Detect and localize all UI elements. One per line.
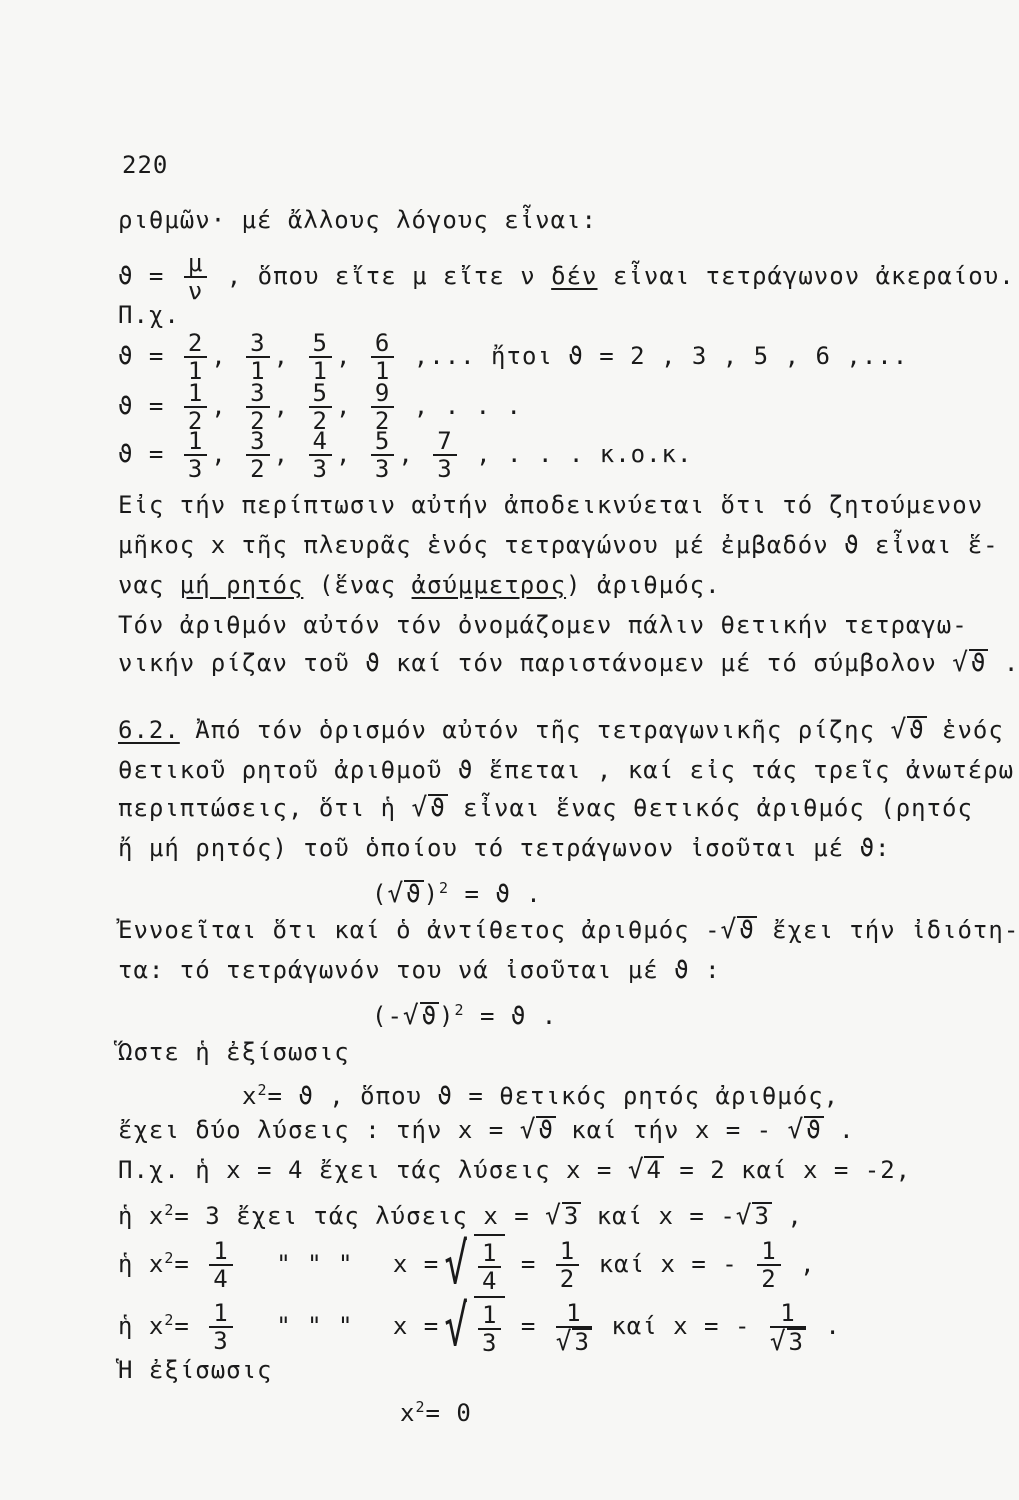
numerator: 3 (246, 380, 269, 408)
text-run: καί x = - (611, 1312, 751, 1340)
text-run: καί x = - (598, 1250, 738, 1278)
ditto-marks: " " " (276, 1312, 354, 1340)
text-line (118, 1290, 841, 1358)
text-run: = ϑ . (449, 880, 542, 908)
text-line: Ὥστε ἡ ἐξίσωσις (118, 1038, 350, 1066)
text-run: καί τήν x = - (555, 1116, 788, 1144)
text-run: x = (392, 1250, 440, 1278)
numerator: 1 (209, 1238, 232, 1266)
equation-lhs: ϑ = (118, 262, 165, 290)
example-line-2 (118, 380, 522, 434)
exponent: 2 (257, 1081, 268, 1099)
text-line: ἤ μή ρητός) τοῦ ὁποίου τό τετράγωνον ἰσοῦται μέ ϑ: (118, 834, 891, 862)
text-run: καί x = - (581, 1202, 736, 1230)
radicand: ϑ (538, 1116, 554, 1144)
radical-sign: √ (387, 879, 405, 909)
fraction (309, 428, 332, 482)
radicand: ϑ (430, 794, 446, 822)
equation-square-root: $(√ϑ)^2 = ϑ$ . (372, 879, 542, 909)
denominator: 2 (250, 407, 266, 435)
text-run: , ὅπου εἴτε μ εἴτε ν (226, 262, 552, 290)
paren: ) (439, 1002, 455, 1030)
equation-lhs: ϑ = (118, 440, 165, 468)
text-line: Ἡ ἐξίσωσις (118, 1356, 273, 1384)
numerator: 1 (478, 1240, 501, 1268)
denominator: 3 (374, 455, 391, 483)
fraction (371, 428, 394, 482)
example-line-1 (118, 330, 908, 384)
radicand: 3 (754, 1202, 770, 1230)
comma: , (211, 392, 227, 420)
radicand: ϑ (806, 1116, 822, 1144)
text-run: , . . . κ.ο.κ. (476, 440, 693, 468)
fraction (371, 330, 394, 384)
text-run: = (520, 1250, 537, 1278)
numerator: 3 (246, 330, 269, 358)
text-run: , . . . (413, 392, 522, 420)
text-run: ) ἀριθμός. (566, 571, 721, 599)
radicand: ϑ (739, 916, 755, 944)
underlined-phrase: ἀσύμμετρος (411, 571, 567, 599)
equation-lhs: ϑ = (118, 342, 165, 370)
exponent: 2 (164, 1311, 175, 1329)
text-run: x = (392, 1312, 440, 1340)
exponent: 2 (415, 1398, 426, 1416)
text-run: ἡ x (118, 1202, 165, 1230)
underlined-word: δέν (551, 262, 598, 290)
numerator: 7 (433, 428, 456, 456)
radical-sign: √ (787, 1115, 805, 1145)
equation-x-squared-zero (400, 1392, 472, 1428)
comma: , (273, 440, 290, 468)
numerator: 5 (309, 330, 332, 358)
radical-sign: √ (735, 1201, 753, 1231)
radical-sign: √ (545, 1201, 562, 1231)
comma: , (211, 342, 227, 370)
denominator: 2 (374, 407, 391, 435)
exponent: 2 (454, 1001, 465, 1019)
denominator: ν (187, 277, 204, 305)
text-line: μῆκος x τῆς πλευρᾶς ἑνός τετραγώνου μέ ἐμβαδόν ϑ εἶναι ἕ- (118, 531, 999, 559)
radical-sign: √ (519, 1115, 537, 1145)
radical-sign: √ (444, 1294, 469, 1359)
denominator: 2 (761, 1265, 777, 1293)
numerator: 5 (309, 380, 332, 408)
numerator: 2 (184, 330, 207, 358)
text-run: περιπτώσεις, ὅτι ἡ (118, 794, 412, 822)
numerator: 1 (478, 1302, 501, 1330)
numerator: 1 (184, 428, 207, 456)
text-run: εἶναι ἕνας θετικός ἀριθμός (ρητός (447, 794, 973, 822)
denominator: 1 (187, 357, 204, 385)
denominator: 1 (250, 357, 266, 385)
radicand: ϑ (406, 880, 422, 908)
numerator: 1 (184, 380, 207, 408)
text-run: . (988, 649, 1019, 677)
fraction (184, 380, 207, 434)
page-number: 220 (122, 151, 169, 179)
section-line (118, 715, 1004, 745)
section-number: 6.2. (118, 716, 180, 744)
text-line: Εἰς τήν περίπτωσιν αὐτήν ἀποδεικνύεται ὅτι τό ζητούμενον (118, 491, 984, 519)
text-run: ἑνός (926, 716, 1004, 744)
text-run: = (520, 1312, 537, 1340)
big-radical (439, 1234, 505, 1296)
text-run: = ϑ , ὅπου ϑ = θετικός ρητός ἀριθμός, (267, 1082, 840, 1110)
radical-sign: √ (952, 648, 969, 678)
radicand: ϑ (909, 716, 925, 744)
comma: , (273, 392, 290, 420)
numerator: 6 (371, 330, 394, 358)
denominator: 3 (437, 455, 453, 483)
equation-lhs: ϑ = (118, 392, 165, 420)
numerator: 3 (246, 428, 269, 456)
fraction (556, 1300, 592, 1355)
equation-x-squared (242, 1075, 839, 1111)
text-line (118, 570, 721, 600)
numerator: 1 (209, 1300, 232, 1328)
text-run: εἶναι τετράγωνον ἀκεραίου. (597, 262, 1015, 290)
text-line (118, 915, 1019, 945)
fraction (556, 1238, 579, 1292)
text-run: = 3 ἔχει τάς λύσεις x = (174, 1202, 546, 1230)
numerator: 1 (770, 1300, 806, 1328)
fraction (478, 1302, 501, 1356)
denominator: 3 (312, 455, 328, 483)
text-line (118, 1195, 803, 1231)
text-run: (- (372, 1002, 403, 1030)
denominator: 3 (213, 1327, 229, 1355)
text-run: . (809, 1312, 841, 1340)
denominator: 2 (559, 1265, 576, 1293)
definition-line (118, 250, 1015, 304)
fraction (184, 250, 207, 304)
example-line-3 (118, 428, 692, 482)
radicand: 3 (563, 1202, 580, 1230)
radical-sign: √ (411, 793, 429, 823)
text-run: ἡ x (118, 1250, 165, 1278)
fraction (309, 380, 332, 434)
equation-negative-root (372, 995, 557, 1031)
text-line (118, 648, 1019, 678)
comma: , (398, 440, 414, 468)
denominator: 2 (312, 407, 328, 435)
numerator: 1 (556, 1238, 579, 1266)
text-run: Ἀπό τόν ὁρισμόν αὐτόν τῆς τετραγωνικῆς ρίζης (179, 716, 891, 744)
text-run: = 0 (425, 1399, 472, 1427)
radical-sign: √ (402, 1001, 420, 1031)
text-run: . (823, 1116, 855, 1144)
fraction (433, 428, 456, 482)
denominator: 4 (213, 1265, 229, 1293)
fraction (478, 1240, 501, 1294)
comma: , (211, 440, 227, 468)
denominator: 3 (187, 455, 204, 483)
big-radical (439, 1296, 505, 1358)
fraction (246, 330, 269, 384)
fraction (184, 428, 207, 482)
radical-sign: √ (769, 1326, 787, 1357)
denominator: 3 (481, 1329, 498, 1357)
fraction (184, 330, 207, 384)
comma: , (335, 392, 352, 420)
text-line: θετικοῦ ρητοῦ ἀριθμοῦ ϑ ἕπεται , καί εἰς τάς τρεῖς ἀνωτέρω (118, 756, 1015, 784)
comma: , (335, 440, 352, 468)
exponent: 2 (164, 1249, 175, 1267)
numerator: 1 (556, 1300, 592, 1328)
text-run: = (174, 1250, 190, 1278)
text-run: ἔχει τήν ἰδιότη- (756, 916, 1019, 944)
exponent: 2 (439, 879, 450, 897)
numerator: 4 (309, 428, 332, 456)
radical-sign: √ (627, 1155, 645, 1185)
radical-sign: √ (444, 1232, 469, 1297)
comma: , (273, 342, 290, 370)
fraction (246, 428, 269, 482)
text-line: ριθμῶν· μέ ἄλλους λόγους εἶναι: (118, 206, 597, 234)
fraction (309, 330, 332, 384)
radical-sign: √ (890, 715, 908, 745)
denominator: 2 (250, 455, 266, 483)
text-run: = ϑ . (464, 1002, 558, 1030)
text-run: νικήν ρίζαν τοῦ ϑ καί τόν παριστάνομεν μέ τό σύμβολον (118, 649, 953, 677)
denominator: 1 (374, 357, 391, 385)
fraction (371, 380, 394, 434)
fraction (757, 1238, 780, 1292)
text-run: ,... ἤτοι ϑ = 2 , 3 , 5 , 6 ,... (413, 342, 909, 370)
fraction (209, 1238, 232, 1292)
text-run: = (174, 1312, 190, 1340)
ditto-marks: " " " (276, 1250, 354, 1278)
numerator: 1 (757, 1238, 780, 1266)
numerator: 9 (371, 380, 394, 408)
text-run: Ἐννοεῖται ὅτι καί ὁ ἀντίθετος ἀριθμός - (118, 916, 721, 944)
denominator (556, 1328, 592, 1355)
radical-sign: √ (555, 1326, 573, 1357)
text-line (118, 1228, 816, 1296)
radicand: 3 (574, 1327, 590, 1356)
text-line: τα: τό τετράγωνόν του νά ἰσοῦται μέ ϑ : (118, 956, 721, 984)
comma: , (335, 342, 352, 370)
text-run: = 2 καί x = -2, (663, 1156, 912, 1184)
text-run: , (784, 1250, 816, 1278)
fraction (209, 1300, 232, 1354)
text-run: ἔχει δύο λύσεις : τήν x = (118, 1116, 520, 1144)
variable: x (242, 1082, 258, 1110)
numerator: μ (184, 250, 207, 278)
text-run: ἡ x (118, 1312, 165, 1340)
radicand: ϑ (421, 1002, 438, 1030)
text-line: Τόν ἀριθμόν αὐτόν τόν ὀνομάζομεν πάλιν θετικήν τετραγω- (118, 611, 968, 639)
text-line (118, 793, 973, 823)
denominator: 2 (187, 407, 204, 435)
denominator (770, 1328, 806, 1355)
text-line (118, 1155, 911, 1185)
exponent: 2 (164, 1201, 175, 1219)
fraction (770, 1300, 806, 1355)
variable: x (400, 1399, 416, 1427)
text-run: Π.χ. ἡ x = 4 ἔχει τάς λύσεις x = (118, 1156, 628, 1184)
text-run: , (771, 1202, 803, 1230)
radicand: 3 (788, 1327, 804, 1356)
text-run: (ἕνας (303, 571, 412, 599)
denominator: 4 (481, 1267, 498, 1295)
text-line (118, 1115, 855, 1145)
text-line: Π.χ. (118, 301, 180, 329)
denominator: 1 (312, 357, 328, 385)
fraction (246, 380, 269, 434)
numerator: 5 (371, 428, 394, 456)
radicand: ϑ (970, 649, 987, 677)
underlined-phrase: μή ρητός (179, 571, 304, 599)
text-run: νας (118, 571, 180, 599)
radical-sign: √ (720, 915, 738, 945)
radicand: 4 (646, 1156, 662, 1184)
